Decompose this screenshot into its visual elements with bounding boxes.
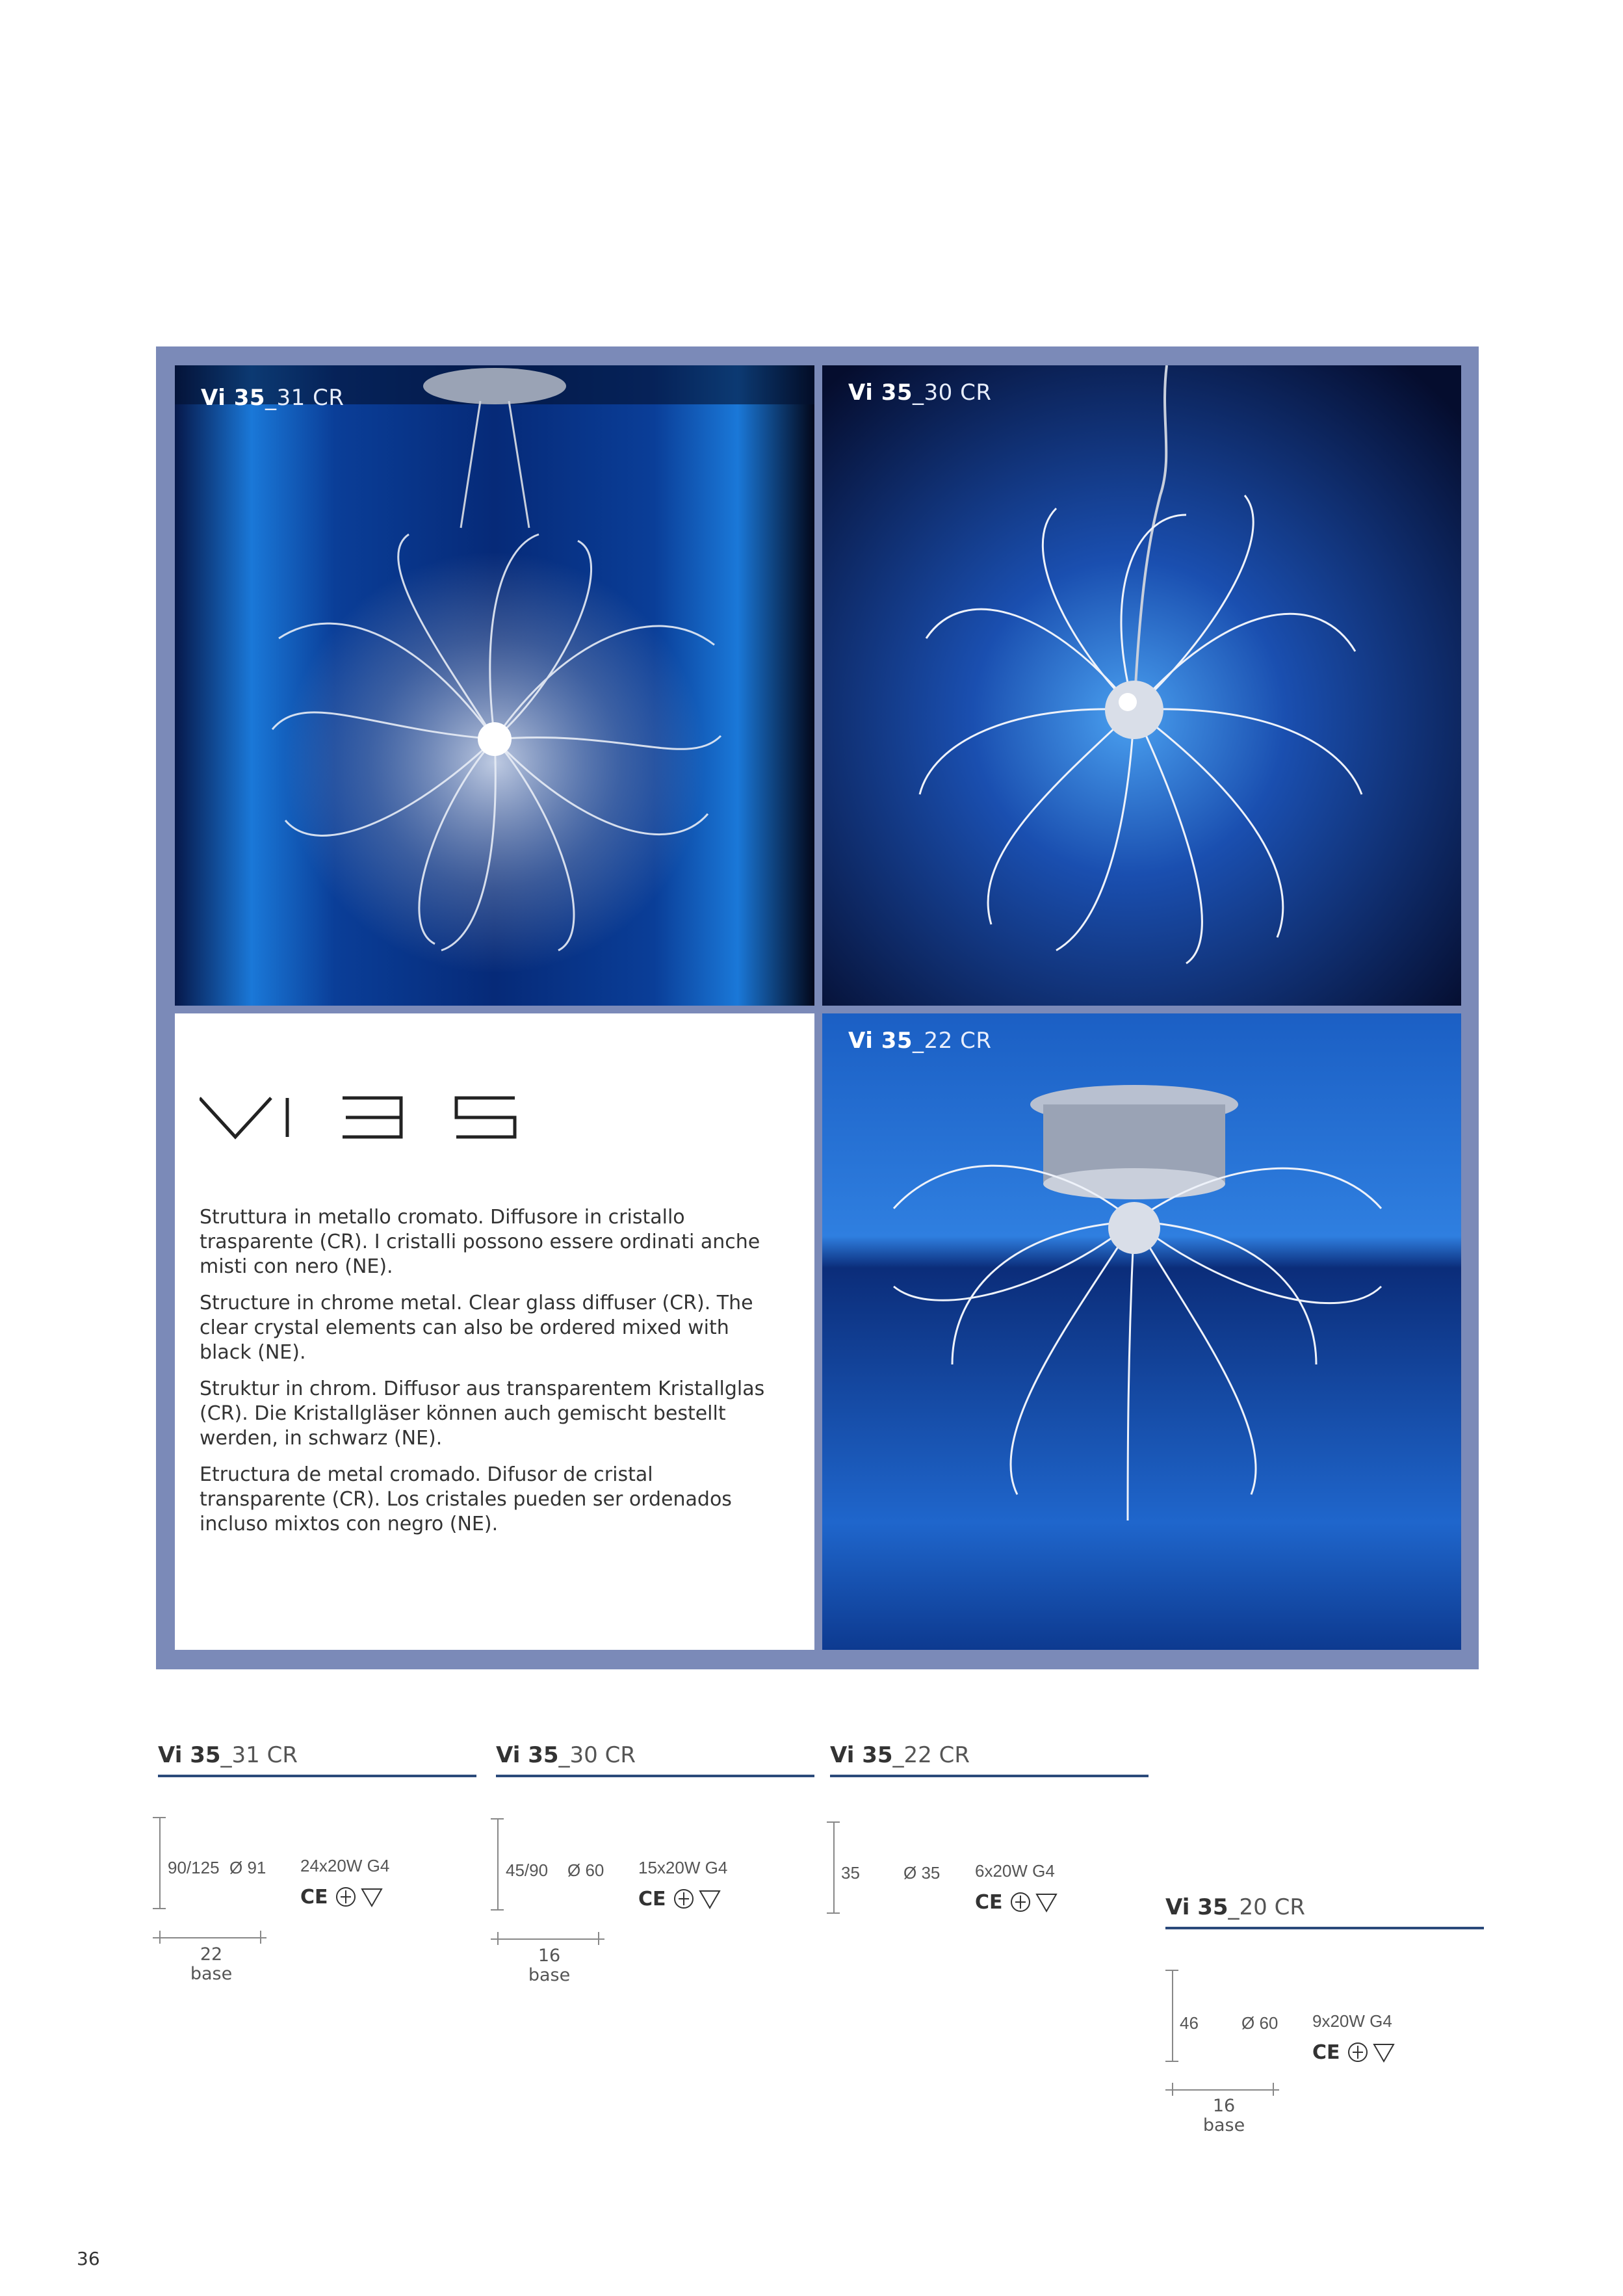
dimension-tick: [1165, 2061, 1178, 2062]
dimension-tick: [260, 1931, 261, 1944]
description-spanish: Etructura de metal cromado. Difusor de cristal transparente (CR). Los cristales pueden ser ordenados incluso mixtos con negro (NE).: [200, 1463, 732, 1535]
spec-lamps: 6x20W G4: [975, 1861, 1055, 1881]
f-mark-icon: [1374, 2044, 1394, 2061]
spec-lamps: 9x20W G4: [1312, 2011, 1392, 2031]
base-dimension-line: [1165, 2089, 1279, 2091]
dimension-tick: [1172, 2083, 1173, 2096]
panel-suffix: _31 CR: [265, 385, 344, 411]
description-italian: Struttura in metallo cromato. Diffusore in cristallo trasparente (CR). I cristalli possono essere ordinati anche misti con nero (NE).: [200, 1206, 760, 1278]
dimension-tick: [491, 1818, 504, 1820]
spec-code: Vi 35: [1165, 1894, 1228, 1920]
ce-mark-text: CE: [300, 1886, 328, 1909]
spec-vi35-31: [158, 1742, 476, 1777]
f-mark-icon: [700, 1891, 720, 1908]
dimension-tick: [159, 1931, 161, 1944]
dimension-tick: [1273, 2083, 1274, 2096]
panel-code: Vi 35: [848, 1028, 913, 1054]
spec-base: [510, 1946, 588, 1985]
certification-marks: [1312, 2041, 1397, 2067]
panel-code: Vi 35: [201, 385, 266, 411]
ce-mark-text: CE: [638, 1888, 666, 1911]
dimension-tick: [497, 1932, 499, 1945]
photo-vi35-30: [822, 365, 1461, 1006]
dimension-tick: [827, 1912, 840, 1914]
spec-suffix: _31 CR: [220, 1742, 298, 1768]
height-dimension-line: [833, 1821, 835, 1912]
description-panel: [175, 1013, 814, 1650]
spec-title: [496, 1742, 814, 1777]
base-label: base: [528, 1965, 571, 1985]
panel-suffix: _22 CR: [913, 1028, 992, 1054]
page-number: 36: [77, 2248, 100, 2269]
spec-lamps: 15x20W G4: [638, 1858, 728, 1877]
spec-diameter: Ø 91: [229, 1858, 266, 1877]
spec-base: [1185, 2096, 1263, 2135]
dimension-tick: [153, 1908, 166, 1909]
description-german: Struktur in chrom. Diffusor aus transparentem Kristallglas (CR). Die Kristallgläser können auch gemischt bestellt werden, in schwarz (NE).: [200, 1377, 765, 1450]
spec-code: Vi 35: [496, 1742, 559, 1768]
spec-suffix: _20 CR: [1228, 1894, 1305, 1920]
spec-title: [158, 1742, 476, 1777]
panel-code: Vi 35: [848, 380, 913, 406]
spec-vi35-22: [830, 1742, 1149, 1777]
panel-title-vi35-30: [848, 380, 991, 406]
photo-vi35-22: [822, 1013, 1461, 1650]
spec-suffix: _30 CR: [558, 1742, 636, 1768]
base-value: 22: [200, 1944, 223, 1964]
base-dimension-line: [153, 1937, 266, 1938]
spec-height: 46: [1180, 2013, 1199, 2033]
f-mark-icon: [362, 1889, 382, 1906]
spec-height: 90/125: [168, 1858, 220, 1877]
base-label: base: [1202, 2115, 1245, 2135]
f-mark-icon: [1037, 1894, 1056, 1911]
spec-suffix: _22 CR: [892, 1742, 970, 1768]
spec-diameter: Ø 60: [567, 1860, 604, 1880]
base-value: 16: [1212, 2096, 1236, 2116]
product-description: [200, 1205, 785, 1548]
certification-marks: [638, 1887, 723, 1913]
spec-lamps: 24x20W G4: [300, 1856, 390, 1875]
spec-height: 45/90: [506, 1860, 549, 1880]
dimension-tick: [827, 1821, 840, 1823]
ce-mark-text: CE: [975, 1891, 1003, 1914]
spec-title: [1165, 1894, 1484, 1929]
height-dimension-line: [1172, 1970, 1173, 2061]
dimension-tick: [1165, 1970, 1178, 1971]
spec-code: Vi 35: [158, 1742, 221, 1768]
panel-suffix: _30 CR: [913, 380, 992, 406]
spec-vi35-20: [1165, 1894, 1484, 1929]
dimension-tick: [153, 1817, 166, 1818]
vi35-logo: [200, 1085, 518, 1150]
spec-code: Vi 35: [830, 1742, 893, 1768]
spec-height: 35: [841, 1863, 860, 1883]
photo-vi35-31: [175, 365, 814, 1006]
certification-marks: [300, 1885, 385, 1911]
spec-diameter: Ø 35: [903, 1863, 941, 1883]
description-english: Structure in chrome metal. Clear glass diffuser (CR). The clear crystal elements can also be ordered mixed with black (NE).: [200, 1292, 753, 1364]
chandelier-pendant-photo: [822, 365, 1461, 1006]
chandelier-sphere-photo: [175, 365, 814, 1006]
height-dimension-line: [159, 1817, 161, 1908]
certification-marks: [975, 1890, 1059, 1916]
base-label: base: [190, 1964, 233, 1984]
dimension-tick: [598, 1932, 599, 1945]
ce-mark-text: CE: [1312, 2041, 1340, 2064]
panel-title-vi35-22: [848, 1028, 991, 1054]
panel-title-vi35-31: [201, 385, 344, 411]
spec-base: [172, 1945, 250, 1984]
chandelier-ceiling-photo: [822, 1013, 1461, 1650]
spec-diameter: Ø 60: [1241, 2013, 1279, 2033]
dimension-tick: [491, 1909, 504, 1911]
spec-title: [830, 1742, 1149, 1777]
base-dimension-line: [491, 1938, 604, 1940]
base-value: 16: [538, 1946, 561, 1966]
height-dimension-line: [497, 1818, 499, 1909]
spec-vi35-30: [496, 1742, 814, 1777]
